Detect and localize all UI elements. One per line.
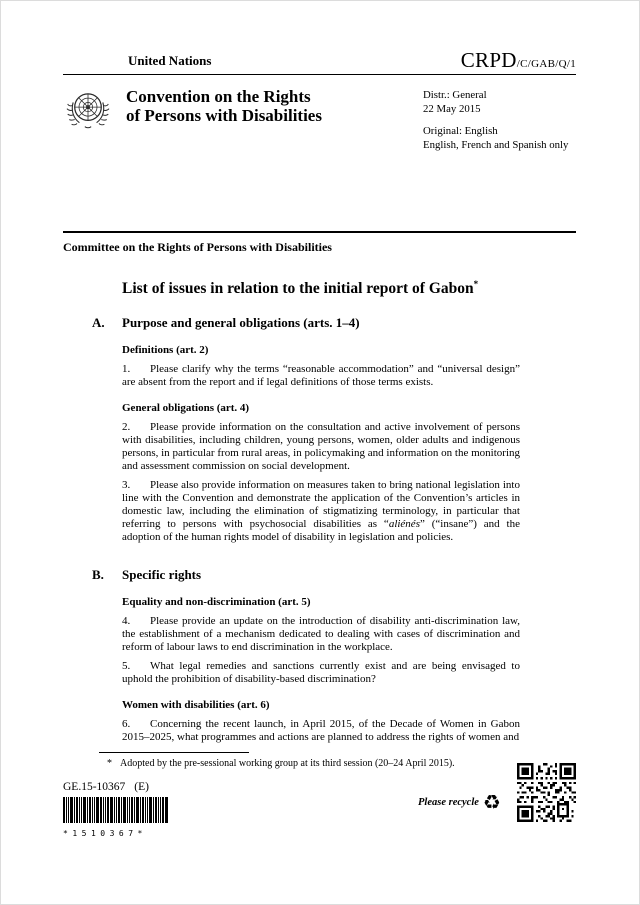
recycle-icon: ♻: [482, 790, 501, 814]
original-language-line: Original: English: [423, 125, 498, 137]
document-body: [0, 240, 640, 744]
paragraph-6-text: Concerning the recent launch, in April 2015, of the Decade of Women in Gabon 2015–2025, what programmes and actions are planned to address the rights of women and: [122, 718, 520, 744]
paragraph-1-text: Please clarify why the terms “reasonable accommodation” and “universal design” are absent from the report and if legal definitions of those terms exists.: [122, 363, 520, 389]
masthead-row: [63, 50, 576, 71]
languages-line: English, French and Spanish only: [423, 139, 569, 151]
document-header: [0, 0, 640, 152]
paragraph-3-text-post: ” (“insane”) and the adoption of the human rights model of disability in legislation and policies.: [122, 518, 520, 544]
distribution-block: [423, 84, 576, 152]
main-title-text: List of issues in relation to the initial report of Gabon: [122, 280, 474, 298]
paragraph-5-number: 5.: [122, 660, 131, 673]
barcode-block: [63, 797, 171, 838]
qr-code-image: [517, 763, 576, 822]
footnote-text: Adopted by the pre-sessional working group at its third session (20–24 April 2015).: [120, 758, 455, 769]
committee-heading: Committee on the Rights of Persons with Disabilities: [63, 240, 332, 254]
document-symbol-main: CRPD: [460, 48, 517, 72]
un-emblem-icon: [63, 84, 113, 138]
document-symbol: [461, 50, 576, 71]
subheading-definitions: Definitions (art. 2): [122, 344, 209, 357]
section-a-heading: [92, 314, 576, 331]
title-row: [63, 84, 576, 152]
paragraph-5: [122, 660, 520, 686]
distr-line: Distr.: General: [423, 89, 487, 101]
convention-title: [126, 84, 322, 152]
title-footnote-marker: *: [473, 279, 479, 289]
main-title: [122, 275, 576, 298]
ge-reference: [63, 781, 149, 793]
paragraph-4-text: Please provide an update on the introduction of disability anti-discrimination law, the establishment of a mechanism dedicated to dealing with cases of discrimination and reform of labour laws to end discrimination in the workplace.: [122, 615, 520, 654]
footnote-rule: [99, 752, 249, 753]
section-rule: [63, 231, 576, 233]
paragraph-5-text: What legal remedies and sanctions currently exist and are being envisaged to uphold the prohibition of disability-based discrimination?: [122, 660, 520, 686]
paragraph-2: [122, 421, 520, 473]
convention-title-line1: Convention on the Rights: [126, 87, 311, 106]
paragraph-3: [122, 479, 520, 544]
paragraph-2-number: 2.: [122, 421, 131, 434]
section-a-title: Purpose and general obligations (arts. 1–4): [122, 315, 360, 331]
ge-reference-number: GE.15-10367: [63, 781, 126, 793]
paragraph-3-number: 3.: [122, 479, 131, 492]
footnote-text-line: [99, 758, 576, 770]
barcode-image: [63, 797, 168, 823]
paragraph-2-text: Please provide information on the consultation and active involvement of persons with disabilities, including children, young persons, women, older adults and indigenous persons, in particular from rural areas, in policymaking and information on the monitoring and assessment commission on social development.: [122, 421, 520, 473]
section-b-heading: [92, 566, 576, 583]
paragraph-3-italic-term: aliénés: [388, 518, 420, 531]
ge-reference-language: (E): [134, 781, 149, 793]
date-line: 22 May 2015: [423, 103, 481, 115]
barcode-text: *1510367*: [63, 829, 147, 838]
org-name: United Nations: [128, 53, 212, 68]
subheading-women: Women with disabilities (art. 6): [122, 699, 270, 712]
paragraph-4-number: 4.: [122, 615, 131, 628]
footnote-marker: *: [107, 758, 112, 769]
paragraph-6: [122, 718, 520, 744]
paragraph-1-number: 1.: [122, 363, 131, 376]
paragraph-4: [122, 615, 520, 654]
masthead-rule: [63, 74, 576, 75]
section-b-label: B.: [92, 567, 104, 583]
footnote: [99, 752, 576, 770]
section-a-label: A.: [92, 315, 105, 331]
convention-title-line2: of Persons with Disabilities: [126, 106, 322, 125]
recycle-block: [418, 792, 501, 812]
paragraph-1: [122, 363, 520, 389]
recycle-label: Please recycle: [418, 796, 479, 808]
paragraph-6-number: 6.: [122, 718, 131, 731]
paragraph-3-text-pre: Please also provide information on measures taken to bring national legislation into line with the Convention and demonstrate the application of the Convention’s articles in domestic law, including the elimination of stigmatizing terminology, in particular that referring to persons with psychosocial disabilities as “: [122, 479, 520, 531]
subheading-equality: Equality and non-discrimination (art. 5): [122, 596, 311, 609]
subheading-general-obligations: General obligations (art. 4): [122, 402, 250, 415]
section-b-title: Specific rights: [122, 567, 202, 583]
distr-spacer: [423, 116, 576, 124]
document-symbol-suffix: /C/GAB/Q/1: [516, 58, 576, 70]
